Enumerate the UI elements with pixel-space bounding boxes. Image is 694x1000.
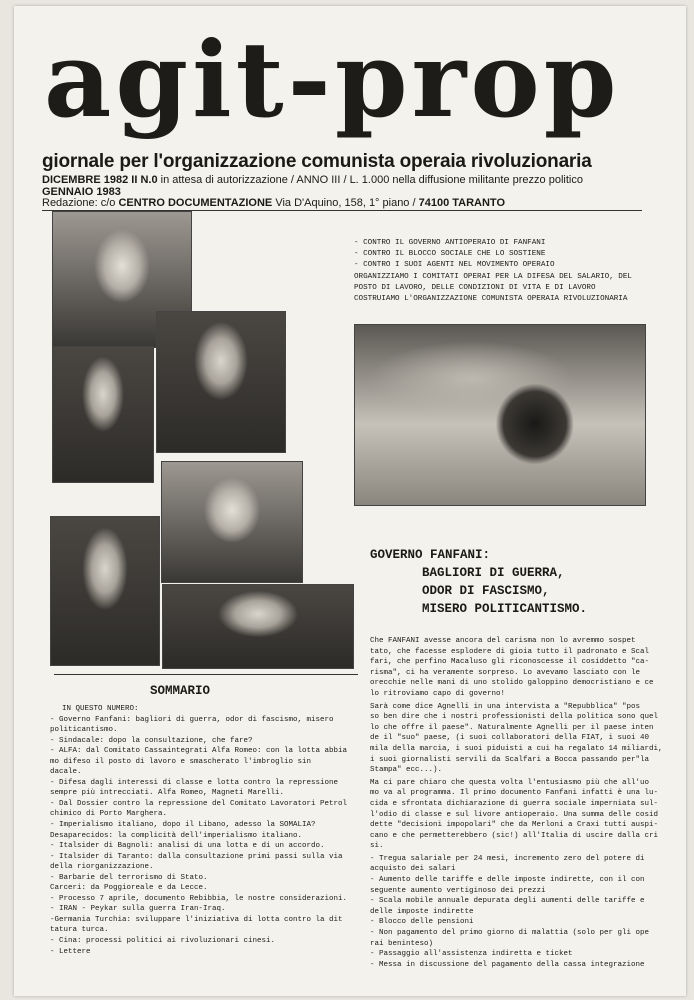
sommario-intro: IN QUESTO NUMERO:	[62, 705, 139, 713]
article-line: dette "decisioni impopolari" che da Merloni a Craxi tutti auspi-	[370, 821, 659, 830]
sommario-line: - Italsider di Bagnoli: analisi di una lotta e di un accordo.	[50, 842, 325, 851]
article-line: Stampa" ecc...).	[370, 766, 443, 775]
sommario-line: - Barbarie del terrorismo di Stato.	[50, 873, 208, 882]
article-line: orecchie nelle mani di uno stolido galoppino democristiano e ce	[370, 679, 654, 688]
article-line: l'odio di classe e sul livore antioperaio. Una summa delle cosid	[370, 810, 659, 819]
sommario-line: - IRAN - Peykar sulla guerra Iran-Iraq.	[50, 905, 226, 914]
headline-line-2: BAGLIORI DI GUERRA,	[422, 566, 565, 580]
issue-year-2: 1983	[96, 186, 121, 198]
list-item: - Aumento delle tariffe e delle imposte indirette, con il con	[370, 876, 645, 885]
article-paragraph-3	[370, 778, 670, 852]
article-line: mo va al programma. Il primo documento Fanfani infatti è una lu-	[370, 789, 659, 798]
article-paragraph-2	[370, 702, 670, 776]
headline-line-1: GOVERNO FANFANI:	[370, 548, 491, 562]
article-line: Ma ci pare chiaro che questa volta l'entusiasmo più che all'uo	[370, 778, 650, 787]
article-paragraph-1	[370, 636, 670, 700]
photo-portrait-2	[156, 311, 286, 453]
sommario-line: - Cina: processi politici ai rivoluzionari cinesi.	[50, 937, 276, 946]
sommario-title: SOMMARIO	[150, 684, 211, 698]
sommario-line: - Lettere	[50, 947, 91, 956]
list-item: rai beninteso)	[370, 939, 434, 948]
sommario-line: Desaparecidos: la complicità dell'imperialismo italiano.	[50, 831, 303, 840]
sommario-line: chimico di Porto Marghera.	[50, 810, 168, 819]
sommario-line: - ALFA: dal Comitato Cassaintegrati Alfa Romeo: con la lotta abbia	[50, 747, 348, 756]
sommario-line: dacale.	[50, 768, 82, 777]
issue-info	[42, 174, 682, 198]
photo-portrait-4	[50, 516, 160, 666]
article-line: so ben dire che i nostri professionisti della politica sono quel	[370, 713, 659, 722]
photo-group	[162, 584, 354, 669]
issue-details: in attesa di autorizzazione / ANNO III / L. 1.000 nella diffusione militante prezzo politico	[160, 174, 583, 186]
list-item: - Scala mobile annuale depurata degli aumenti delle tariffe e	[370, 897, 645, 906]
issue-month-1: DICEMBRE	[42, 174, 101, 186]
article-body	[370, 636, 670, 970]
masthead-title: agit-prop	[44, 18, 621, 141]
sommario-line: politicantismo.	[50, 726, 118, 735]
sommario-line: mo difeso il posto di lavoro e smascherato l'imbroglio sin	[50, 757, 312, 766]
headline-line-3: ODOR DI FASCISMO,	[422, 584, 550, 598]
sommario-line: della riorganizzazione.	[50, 863, 154, 872]
slogan-line: POSTO DI LAVORO, DELLE CONDIZIONI DI VITA E DI LAVORO	[354, 283, 596, 292]
article-line: Sarà come dice Agnelli in una intervista a "Repubblica" "pos	[370, 702, 641, 711]
sommario-line: sempre più intrecciati. Alfa Romeo, Magneti Marelli.	[50, 789, 285, 798]
list-item: seguente aumento vertiginoso dei prezzi	[370, 886, 546, 895]
article-line: tato, che facesse esplodere di gioia tutto il padronato e Scal	[370, 647, 650, 656]
masthead-subtitle: giornale per l'organizzazione comunista operaia rivoluzionaria	[42, 151, 592, 172]
list-item: - Tregua salariale per 24 mesi, incremento zero del potere di	[370, 854, 645, 863]
list-item: - Blocco delle pensioni	[370, 918, 474, 927]
slogan-line: - CONTRO I SUOI AGENTI NEL MOVIMENTO OPERAIO	[354, 261, 555, 270]
sommario-line: tatura turca.	[50, 926, 109, 935]
slogan-line: - CONTRO IL BLOCCO SOCIALE CHE LO SOSTIENE	[354, 250, 546, 259]
article-line: risma", ci ha veramente sorpreso. Lo avevamo lasciato con le	[370, 668, 641, 677]
article-line: lo che offre il paese". Naturalmente Agnelli per il paese inten	[370, 723, 654, 732]
list-item: - Non pagamento del primo giorno di malattia (solo per gli ope	[370, 929, 650, 938]
sommario-line: - Processo 7 aprile, documento Rebibbia, le nostre considerazioni.	[50, 894, 348, 903]
redazione-prefix: Redazione: c/o	[42, 197, 116, 209]
article-line: de il "suo" paese, (i suoi collaboratori della FIAT, i suoi 40	[370, 734, 650, 743]
sommario-line: - Imperialismo italiano, dopo il Libano, adesso la SOMALIA?	[50, 821, 316, 830]
article-line: cano e che permetterebbero (sic!) all'Italia di uscire dalla cri	[370, 831, 659, 840]
article-line: cida e sfrontata dichiarazione di guerra sociale imperniata sul-	[370, 799, 659, 808]
article-line: fari, che perfino Macaluso gli riconoscesse il cosiddetto "ca-	[370, 658, 650, 667]
photo-portrait-1	[52, 346, 154, 483]
list-item: - Messa in discussione del pagamento della cassa integrazione	[370, 960, 645, 969]
sommario-line: - Governo Fanfani: bagliori di guerra, odor di fascismo, misero	[50, 715, 334, 724]
slogans-block	[354, 238, 674, 305]
article-headline	[370, 546, 670, 618]
sommario-rule	[54, 674, 358, 675]
redazione-city: 74100 TARANTO	[418, 197, 506, 209]
sommario-line: - Italsider di Taranto: dalla consultazione primi passi sulla via	[50, 852, 343, 861]
headline-line-4: MISERO POLITICANTISMO.	[422, 602, 588, 616]
sommario-line: Carceri: da Poggioreale e da Lecce.	[50, 884, 208, 893]
list-item: - Passaggio all'assistenza indiretta e ticket	[370, 950, 573, 959]
article-line: Che FANFANI avesse ancora del carisma non lo avremmo sospet	[370, 637, 636, 645]
article-line: i suoi giornalisti servili da Scalfari a Bocca passando per"la	[370, 755, 650, 764]
list-item: delle imposte indirette	[370, 907, 474, 916]
slogan-line: - CONTRO IL GOVERNO ANTIOPERAIO DI FANFANI	[354, 239, 546, 247]
photo-protest	[354, 324, 646, 506]
article-line: mila della marcia, i suoi piduisti a cui ha regalato 14 miliardi,	[370, 744, 663, 753]
slogan-line: COSTRUIAMO L'ORGANIZZAZIONE COMUNISTA OPERAIA RIVOLUZIONARIA	[354, 295, 628, 304]
sommario-line: - Dal Dossier contro la repressione del Comitato Lavoratori Petrol	[50, 799, 348, 808]
issue-year-1: 1982	[103, 174, 129, 186]
list-item: acquisto dei salari	[370, 865, 456, 874]
issue-month-2: GENNAIO	[42, 186, 94, 198]
redazione-name: CENTRO DOCUMENTAZIONE	[118, 197, 273, 209]
article-line: si.	[370, 842, 384, 851]
slogan-line: ORGANIZZIAMO I COMITATI OPERAI PER LA DIFESA DEL SALARIO, DEL	[354, 272, 632, 281]
redazione-address: Via D'Aquino, 158, 1° piano /	[275, 197, 416, 209]
article-line: lo ritroviamo capo di governo!	[370, 689, 506, 698]
sommario-line: - Difesa dagli interessi di classe e lotta contro la repressione	[50, 778, 339, 787]
sommario-list	[50, 704, 360, 957]
sommario-line: - Sindacale: dopo la consultazione, che fare?	[50, 736, 253, 745]
measures-list	[370, 854, 670, 971]
photo-portrait-3	[161, 461, 303, 583]
sommario-line: -Germania Turchia: sviluppare l'iniziativa di lotta contro la dit	[50, 915, 343, 924]
redazione-line	[42, 197, 505, 209]
newspaper-page	[14, 6, 686, 996]
issue-number: II N.0	[131, 174, 158, 186]
